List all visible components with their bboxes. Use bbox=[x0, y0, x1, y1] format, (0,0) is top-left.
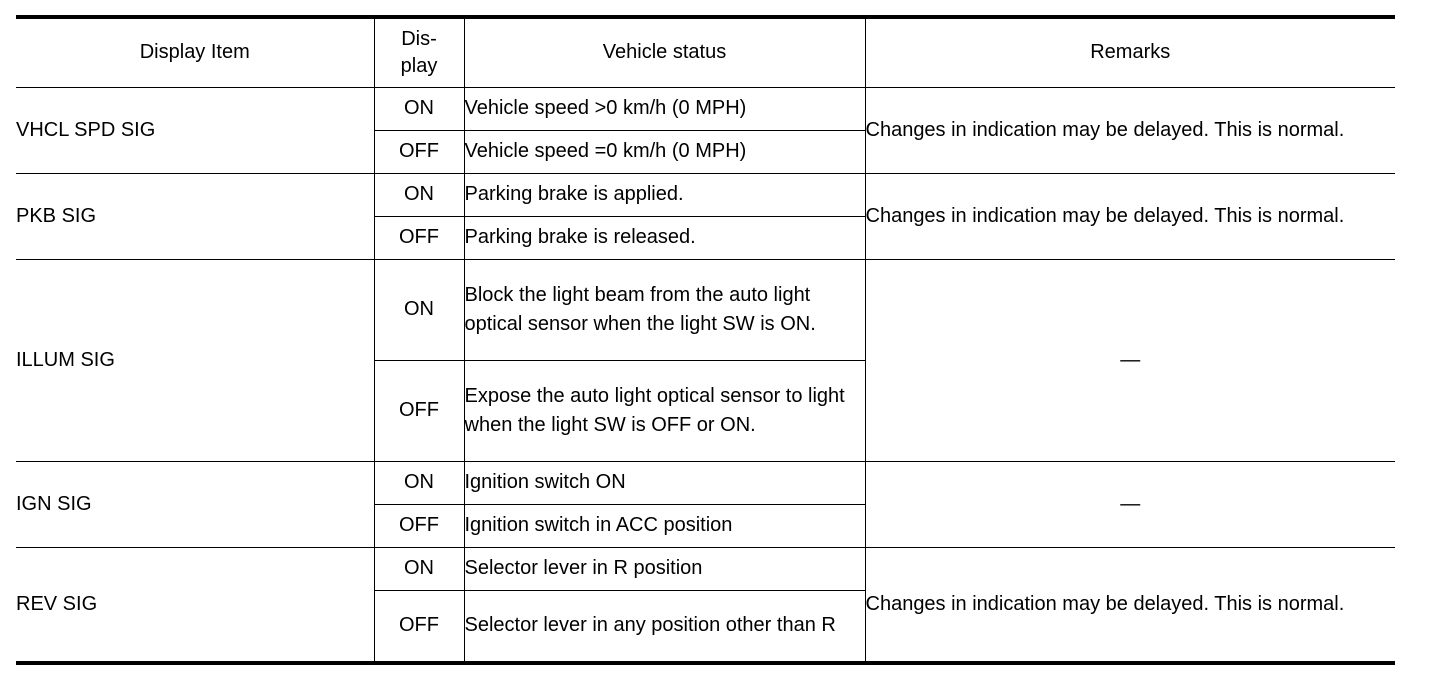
header-display-item: Display Item bbox=[16, 17, 374, 87]
header-remarks: Remarks bbox=[865, 17, 1395, 87]
item-cell: VHCL SPD SIG bbox=[16, 87, 374, 173]
header-display-line1: Dis- bbox=[401, 27, 437, 50]
table-header-row bbox=[16, 17, 1395, 87]
display-on-cell: ON bbox=[374, 461, 464, 504]
display-off-cell: OFF bbox=[374, 360, 464, 461]
display-on-cell: ON bbox=[374, 87, 464, 130]
remarks-cell: Changes in indication may be delayed. This is normal. bbox=[865, 87, 1395, 173]
status-on-cell: Vehicle speed >0 km/h (0 MPH) bbox=[464, 87, 865, 130]
status-off-cell: Parking brake is released. bbox=[464, 216, 865, 259]
item-cell: REV SIG bbox=[16, 547, 374, 663]
status-on-cell: Selector lever in R position bbox=[464, 547, 865, 590]
header-display-line2: play bbox=[400, 54, 438, 77]
table-row bbox=[16, 547, 1395, 590]
status-off-cell: Selector lever in any position other than R bbox=[464, 590, 865, 663]
remarks-cell: Changes in indication may be delayed. This is normal. bbox=[865, 547, 1395, 663]
remarks-cell: Changes in indication may be delayed. This is normal. bbox=[865, 173, 1395, 259]
table-row bbox=[16, 87, 1395, 130]
remarks-cell: — bbox=[865, 259, 1395, 461]
header-vehicle-status: Vehicle status bbox=[464, 17, 865, 87]
remarks-cell: — bbox=[865, 461, 1395, 547]
table-row bbox=[16, 461, 1395, 504]
header-display bbox=[374, 17, 464, 87]
status-on-cell: Block the light beam from the auto light optical sensor when the light SW is ON. bbox=[464, 259, 865, 360]
display-off-cell: OFF bbox=[374, 504, 464, 547]
status-off-cell: Vehicle speed =0 km/h (0 MPH) bbox=[464, 130, 865, 173]
display-off-cell: OFF bbox=[374, 216, 464, 259]
table-row bbox=[16, 259, 1395, 360]
display-on-cell: ON bbox=[374, 547, 464, 590]
item-cell: PKB SIG bbox=[16, 173, 374, 259]
display-on-cell: ON bbox=[374, 259, 464, 360]
display-on-cell: ON bbox=[374, 173, 464, 216]
item-cell: IGN SIG bbox=[16, 461, 374, 547]
status-on-cell: Ignition switch ON bbox=[464, 461, 865, 504]
status-off-cell: Expose the auto light optical sensor to light when the light SW is OFF or ON. bbox=[464, 360, 865, 461]
display-item-table bbox=[16, 15, 1395, 665]
item-cell: ILLUM SIG bbox=[16, 259, 374, 461]
display-off-cell: OFF bbox=[374, 590, 464, 663]
display-off-cell: OFF bbox=[374, 130, 464, 173]
status-off-cell: Ignition switch in ACC position bbox=[464, 504, 865, 547]
table-row bbox=[16, 173, 1395, 216]
status-on-cell: Parking brake is applied. bbox=[464, 173, 865, 216]
